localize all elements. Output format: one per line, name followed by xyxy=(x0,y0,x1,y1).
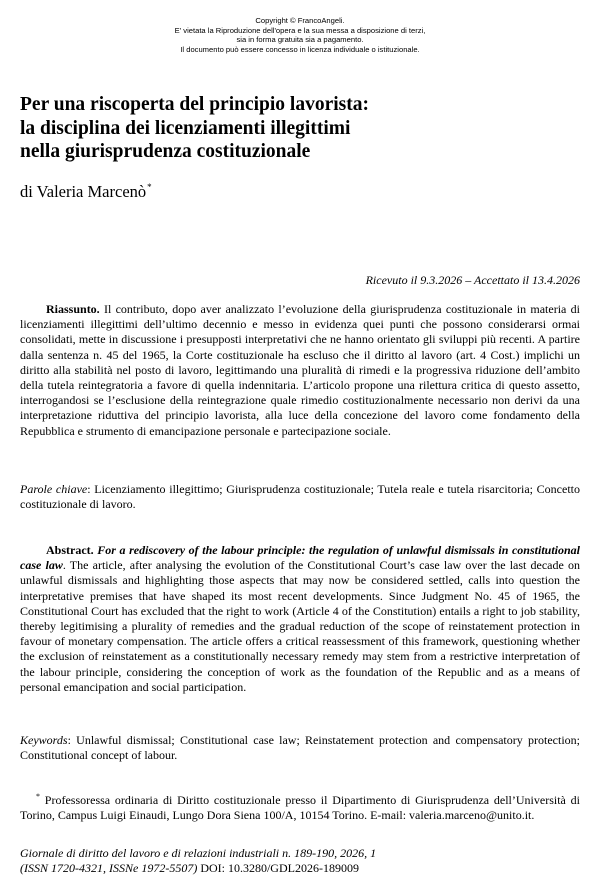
journal-doi: DOI: 10.3280/GDL2026-189009 xyxy=(197,860,359,875)
journal-issn: (ISSN 1720-4321, ISSNe 1972-5507) xyxy=(20,860,198,875)
parole-chiave-paragraph xyxy=(20,482,580,512)
abstract-title: For a rediscovery of the labour principle: the regulation of unlawful dismissals in constitutional case law xyxy=(20,543,581,573)
title-line-1: Per una riscoperta del principio lavorista: xyxy=(20,94,369,115)
copyright-notice xyxy=(0,16,600,54)
journal-name-line: Giornale di diritto del lavoro e di relazioni industriali n. 189-190, 2026, 1 xyxy=(20,846,377,860)
parole-chiave-text: : Licenziamento illegittimo; Giurisprudenza costituzionale; Tutela reale e tutela risarcitoria; Concetto costituzionale di lavoro. xyxy=(20,482,580,512)
riassunto-label: Riassunto. xyxy=(46,302,100,316)
copyright-line-1: Copyright © FrancoAngeli. xyxy=(255,16,345,25)
title-line-3: nella giurisprudenza costituzionale xyxy=(20,141,311,162)
abstract-text: . The article, after analysing the evolution of the Constitutional Court’s case law over the last decade on unlawful dismissals and highlighting those aspects that may now be considered settled, calls into question the interpretative premises that have shaped its most recent developments. Since Judgment No. 45 of 1965, the Constitutional Court has excluded that the right to work (Article 4 of the Constitution) entails a right to job stability, thereby legitimising a plurality of remedies and the gradual reduction of the scope of reinstatement protection in favour of monetary compensation. The article offers a critical reassessment of this framework, questioning whether the exclusion of reinstatement as a constitutionally necessary remedy may stem from a restrictive interpretation of the labour principle, considering the conception of work as the foundation of the Republic and as a means of personal emancipation and social participation. xyxy=(20,558,581,694)
keywords-paragraph xyxy=(20,733,580,763)
abstract-label: Abstract. xyxy=(46,543,94,557)
keywords-label: Keywords xyxy=(20,733,68,747)
received-accepted-dates: Ricevuto il 9.3.2026 – Accettato il 13.4.2026 xyxy=(365,273,580,287)
footnote-mark: * xyxy=(36,792,40,801)
abstract-paragraph xyxy=(20,543,580,695)
author-name: di Valeria Marcenò xyxy=(20,182,147,201)
copyright-line-3: sia in forma gratuita sia a pagamento. xyxy=(236,35,364,45)
riassunto-paragraph xyxy=(20,302,580,439)
footnote-text: Professoressa ordinaria di Diritto costituzionale presso il Dipartimento di Giurisprudenza dell’Università di Torino, Campus Luigi Einaudi, Lungo Dora Siena 100/A, 10154 Torino. E-mail: valeria.marceno@unito.it. xyxy=(20,793,580,822)
title-line-2: la disciplina dei licenziamenti illegittimi xyxy=(20,117,351,139)
keywords-text: : Unlawful dismissal; Constitutional case law; Reinstatement protection and compensatory protection; Constitutional concept of labour. xyxy=(20,733,580,763)
article-title xyxy=(20,93,580,164)
author-byline xyxy=(20,177,152,202)
parole-chiave-label: Parole chiave xyxy=(20,482,88,496)
journal-citation xyxy=(20,846,580,875)
journal-identifiers-line xyxy=(20,861,580,876)
author-footnote-mark: * xyxy=(147,182,152,192)
author-footnote xyxy=(20,790,580,822)
copyright-line-2: E' vietata la Riproduzione dell'opera e la sua messa a disposizione di terzi, xyxy=(174,25,426,35)
riassunto-text: Il contributo, dopo aver analizzato l’evoluzione della giurisprudenza costituzionale in materia di licenziamenti illegittimi dell’ultimo decennio e messo in evidenza quei punti che possono considerarsi ormai consolidati, mette in discussione i presupposti interpretativi che ne hanno orientato gli sviluppi più recenti. A partire dalla sentenza n. 45 del 1965, la Corte costituzionale ha escluso che il diritto al lavoro (art. 4 Cost.) implichi un diritto alla stabilità nel posto di lavoro, legittimando una pluralità di rimedi e la progressiva riduzione dell’ambito della tutela reintegratoria a favore di quella indennitaria. L’articolo propone una rilettura critica di questo assetto, interrogandosi se l’esclusione della reintegrazione quale rimedio costituzionalmente necessario non derivi da una interpretazione riduttiva del principio lavorista, alla luce della concezione del lavoro come fondamento della Repubblica e strumento di emancipazione personale e partecipazione sociale. xyxy=(20,302,580,438)
copyright-line-4: Il documento può essere concesso in licenza individuale o istituzionale. xyxy=(180,44,420,54)
